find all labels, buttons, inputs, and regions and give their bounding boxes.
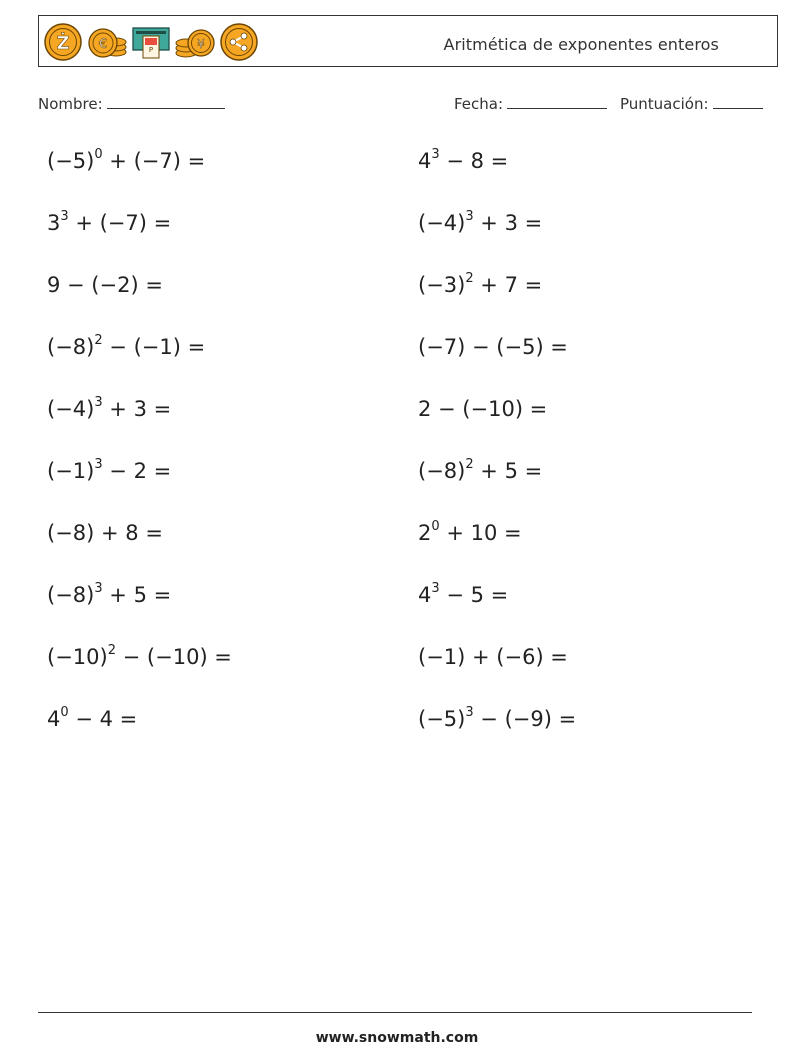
problem-exponent: 3 [431,581,440,596]
problem-left-7 [47,521,163,545]
date-label: Fecha: [454,95,504,113]
problem-right-6 [418,459,542,483]
problem-base: (−5) [418,707,466,731]
problem-rest: − 2 = [102,459,172,483]
problem-rest: − (−9) = [473,707,577,731]
problem-exponent: 3 [94,395,103,410]
problem-base: (−8) [47,583,95,607]
problem-rest: − 4 = [68,707,138,731]
problem-rest: + (−7) = [68,211,172,235]
problem-exponent: 3 [60,209,69,224]
score-label: Puntuación: [620,95,709,113]
problem-base: (−5) [47,149,95,173]
problem-right-4 [418,335,568,359]
problem-left-5 [47,397,171,421]
problem-right-5 [418,397,547,421]
euro-coins-icon [86,22,128,62]
problem-rest: − (−10) = [115,645,232,669]
problem-rest: + (−7) = [102,149,206,173]
date-blank[interactable] [507,94,607,109]
problem-exponent: 2 [465,457,474,472]
yen-coins-icon [174,22,216,62]
footer-url: www.snowmath.com [315,1030,479,1046]
problem-right-8 [418,583,508,607]
problem-left-9 [47,645,232,669]
footer-divider [38,1012,752,1013]
problem-base: 2 − (−10) = [418,397,548,421]
problem-right-10 [418,707,576,731]
date-field [454,94,607,113]
problem-base: (−7) − (−5) = [418,335,568,359]
problem-rest: + 5 = [473,459,543,483]
problem-left-2 [47,211,171,235]
problem-rest: + 10 = [439,521,522,545]
problem-base: (−4) [47,397,95,421]
header-icons [43,21,259,63]
problem-left-8 [47,583,171,607]
problem-exponent: 3 [94,457,103,472]
problem-right-7 [418,521,522,545]
atm-cash-icon [131,22,171,62]
problem-exponent: 3 [431,147,440,162]
problem-right-9 [418,645,568,669]
score-field [620,94,763,113]
problem-base: (−1) + (−6) = [418,645,568,669]
problem-base: (−8) [47,335,95,359]
problem-right-1 [418,149,508,173]
problem-exponent: 0 [94,147,103,162]
svg-text:€: € [98,37,108,52]
problem-left-6 [47,459,171,483]
problem-exponent: 3 [465,209,474,224]
score-blank[interactable] [713,94,763,109]
problem-base: (−10) [47,645,108,669]
problem-base: 4 [418,149,432,173]
problem-right-2 [418,211,542,235]
problem-left-10 [47,707,137,731]
problem-left-3 [47,273,163,297]
worksheet-header [38,15,778,67]
problem-exponent: 2 [107,643,116,658]
problem-exponent: 0 [431,519,440,534]
problem-exponent: 2 [465,271,474,286]
problem-base: 4 [47,707,61,731]
svg-text:P: P [148,46,154,54]
share-coin-icon [219,22,259,62]
problem-exponent: 3 [94,581,103,596]
problem-left-4 [47,335,205,359]
problem-base: 4 [418,583,432,607]
problem-base: (−3) [418,273,466,297]
problem-rest: + 5 = [102,583,172,607]
problem-base: 9 − (−2) = [47,273,163,297]
problem-rest: − 5 = [439,583,509,607]
problem-rest: − 8 = [439,149,509,173]
problem-exponent: 0 [60,705,69,720]
problem-base: (−8) [418,459,466,483]
problem-base: 2 [418,521,432,545]
problem-right-3 [418,273,542,297]
problem-left-1 [47,149,205,173]
problem-rest: + 3 = [102,397,172,421]
problem-rest: + 7 = [473,273,543,297]
name-label: Nombre: [38,95,103,113]
problem-exponent: 3 [465,705,474,720]
name-blank[interactable] [107,94,225,109]
problem-base: 3 [47,211,61,235]
problem-rest: − (−1) = [102,335,206,359]
svg-text:Ż: Ż [56,33,70,54]
problem-exponent: 2 [94,333,103,348]
name-field [38,94,225,113]
problem-rest: + 3 = [473,211,543,235]
worksheet-title: Aritmética de exponentes enteros [443,35,719,54]
problem-base: (−8) + 8 = [47,521,163,545]
svg-text:¥: ¥ [197,37,205,51]
zloty-coin-icon [43,22,83,62]
problem-base: (−4) [418,211,466,235]
problem-base: (−1) [47,459,95,483]
